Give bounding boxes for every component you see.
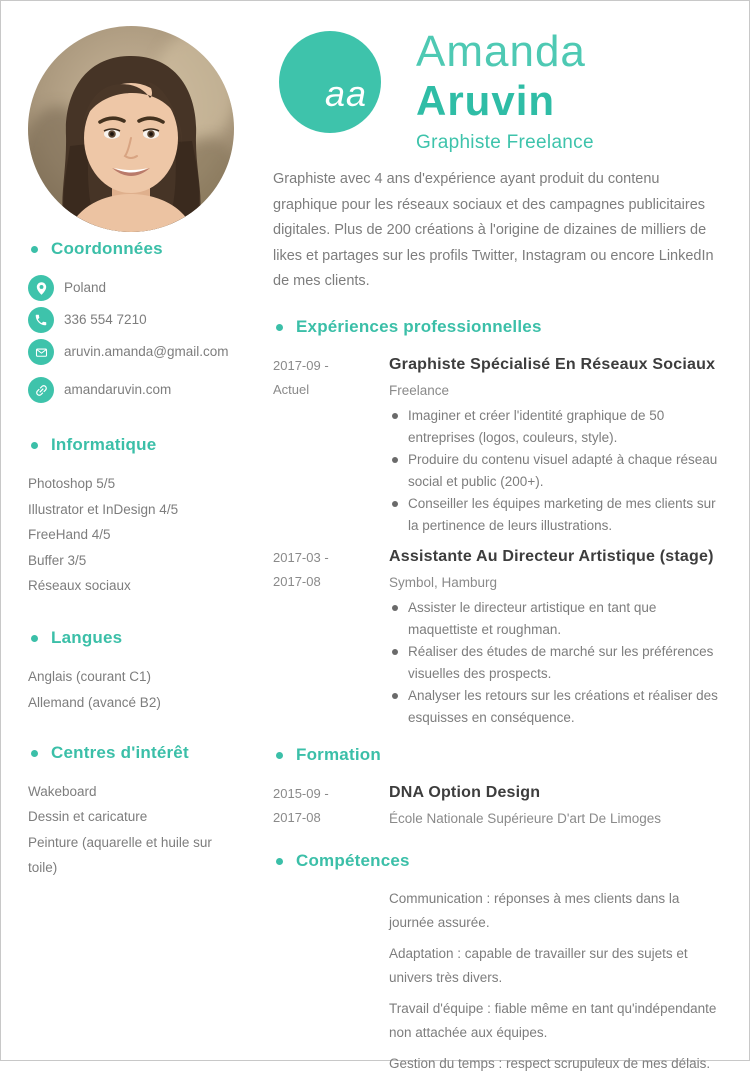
- entry-title: Assistante Au Directeur Artistique (stage): [389, 547, 714, 565]
- entry-organization: Symbol, Hamburg: [389, 574, 498, 590]
- contact-heading-label: Coordonnées: [51, 239, 163, 258]
- job-title: Graphiste Freelance: [416, 132, 594, 153]
- date-from: 2017-09 -: [273, 357, 329, 373]
- phone-value: 336 554 7210: [64, 312, 147, 327]
- location-pin-icon: [28, 275, 54, 301]
- language-item: Anglais (courant C1): [28, 669, 152, 684]
- contact-item-location: [28, 275, 240, 301]
- monogram-badge: [279, 31, 381, 133]
- entry-bullet: Analyser les retours sur les créations et réaliser des esquisses en conséquence.: [389, 685, 725, 729]
- skills-heading: [273, 851, 725, 871]
- entry-organization: École Nationale Supérieure D'art De Limoges: [389, 810, 661, 826]
- link-icon: [28, 377, 54, 403]
- phone-icon: [28, 307, 54, 333]
- email-icon: [28, 339, 54, 365]
- website-link[interactable]: amandaruvin.com: [64, 382, 172, 397]
- name-block: [416, 28, 594, 154]
- language-item: Allemand (avancé B2): [28, 694, 161, 710]
- interests-heading: [28, 743, 240, 763]
- software-item: FreeHand 4/5: [28, 527, 111, 542]
- section-bullet-icon: [31, 442, 38, 449]
- date-to: 2017-08: [273, 809, 321, 825]
- contact-item-email: [28, 339, 240, 365]
- education-section: [273, 745, 725, 831]
- interests-heading-label: Centres d'intérêt: [51, 742, 189, 762]
- first-name: Amanda: [416, 27, 586, 76]
- entry-bullet: Assister le directeur artistique en tant que maquettiste et roughman.: [389, 597, 725, 641]
- entry-organization: Freelance: [389, 382, 450, 398]
- education-heading-label: Formation: [296, 744, 381, 764]
- software-heading-label: Informatique: [51, 435, 157, 454]
- entry-bullet-list: [389, 597, 725, 729]
- entry-bullet: Imaginer et créer l'identité graphique de 50 entreprises (logos, couleurs, style).: [389, 405, 725, 449]
- education-entry: [273, 782, 725, 831]
- experience-entry: [273, 546, 725, 729]
- experience-section: [273, 317, 725, 729]
- software-heading: [28, 435, 240, 455]
- entry-title: DNA Option Design: [389, 783, 541, 801]
- skill-item: Communication : réponses à mes clients dans la journée assurée.: [389, 890, 680, 930]
- date-to: Actuel: [273, 381, 310, 397]
- section-bullet-icon: [31, 635, 38, 642]
- entry-title: Graphiste Spécialisé En Réseaux Sociaux: [389, 355, 716, 373]
- interests-section: [28, 743, 240, 880]
- entry-bullet: Réaliser des études de marché sur les préférences visuelles des prospects.: [389, 641, 725, 685]
- skills-section: [273, 851, 725, 1076]
- education-heading: [273, 745, 725, 765]
- profile-photo: [28, 26, 234, 232]
- sidebar: [28, 239, 240, 906]
- languages-heading: [28, 628, 240, 648]
- date-from: 2017-03 -: [273, 549, 329, 565]
- section-bullet-icon: [276, 858, 283, 865]
- software-item: Photoshop 5/5: [28, 476, 116, 491]
- skill-item: Travail d'équipe : fiable même en tant qu'indépendante non attachée aux équipes.: [389, 1000, 717, 1040]
- skills-heading-label: Compétences: [296, 850, 410, 870]
- last-name: Aruvin: [416, 77, 556, 124]
- entry-bullet: Produire du contenu visuel adapté à chaque réseau social et public (200+).: [389, 449, 725, 493]
- entry-dates: [273, 354, 389, 537]
- interest-item: Wakeboard: [28, 783, 97, 799]
- contact-heading: [28, 239, 240, 259]
- interest-item: Peinture (aquarelle et huile sur toile): [28, 834, 212, 875]
- entry-dates: [273, 546, 389, 729]
- interest-item: Dessin et caricature: [28, 809, 148, 824]
- entry-dates: [273, 782, 389, 831]
- experience-entry: [273, 354, 725, 537]
- languages-section: [28, 628, 240, 715]
- section-bullet-icon: [276, 752, 283, 759]
- email-link[interactable]: aruvin.amanda@gmail.com: [64, 344, 229, 359]
- entry-body: [389, 546, 725, 729]
- main-column: [273, 26, 725, 1083]
- software-item: Réseaux sociaux: [28, 578, 131, 593]
- entry-body: [389, 354, 725, 537]
- section-bullet-icon: [31, 750, 38, 757]
- software-section: [28, 435, 240, 598]
- contact-section: [28, 239, 240, 403]
- skill-item: Gestion du temps : respect scrupuleux de mes délais.: [389, 1055, 711, 1071]
- section-bullet-icon: [31, 246, 38, 253]
- contact-item-phone: [28, 307, 240, 333]
- date-from: 2015-09 -: [273, 785, 329, 801]
- entry-bullet-list: [389, 405, 725, 537]
- section-bullet-icon: [276, 324, 283, 331]
- location-value: Poland: [64, 280, 107, 295]
- skills-list: [389, 887, 725, 1076]
- header: [273, 26, 725, 154]
- skill-item: Adaptation : capable de travailler sur des sujets et univers très divers.: [389, 945, 688, 985]
- experience-heading: [273, 317, 725, 337]
- software-item: Illustrator et InDesign 4/5: [28, 501, 179, 517]
- profile-summary: Graphiste avec 4 ans d'expérience ayant produit du contenu graphique pour les réseaux sociaux et des campagnes publicitaires digitales. Plus de 200 créations à l'origine de dizaines de milliers de likes et partages sur les profils Twitter, Instagram ou encore LinkedIn de mes clients.: [273, 171, 714, 289]
- entry-bullet: Conseiller les équipes marketing de mes clients sur la pertinence de leurs illustrations.: [389, 493, 725, 537]
- languages-heading-label: Langues: [51, 628, 123, 647]
- date-to: 2017-08: [273, 573, 321, 589]
- portrait-illustration: [28, 26, 234, 232]
- monogram-initials: aa: [324, 73, 367, 114]
- entry-body: [389, 782, 725, 831]
- contact-item-website: [28, 377, 240, 403]
- software-item: Buffer 3/5: [28, 552, 87, 568]
- experience-heading-label: Expériences professionnelles: [296, 316, 542, 336]
